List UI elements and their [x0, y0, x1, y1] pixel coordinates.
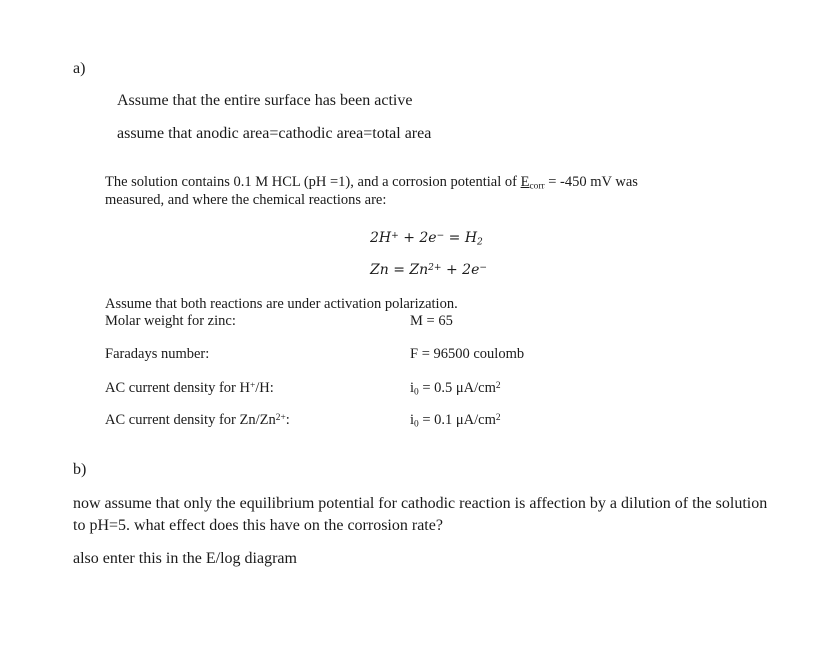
part-b-instruction: also enter this in the E/log diagram [73, 550, 297, 567]
param-value-current-density-h: $i_0 = 0.5$ $\mu A/cm^2$ [410, 380, 501, 398]
param-label-current-density-zn: AC current density for $Zn/Zn^{2+}$: [105, 412, 290, 428]
param-label-current-density-h: AC current density for H+/H: [105, 380, 274, 396]
part-b-label: b) [73, 461, 87, 478]
activation-polarization-note: Assume that both reactions are under activation polarization. [105, 296, 458, 312]
solution-description-line2: measured, and where the chemical reactions are: [105, 192, 387, 208]
param-value-current-density-zn: $i_0 = 0.1$ $\mu A/cm^2$ [410, 412, 501, 430]
part-b-question: now assume that only the equilibrium potential for cathodic reaction is affection by a dilution of the solution to pH=5. what effect does this have on the corrosion rate? [73, 495, 768, 534]
solution-text-part2: = -450 mV was [544, 174, 638, 190]
assumption-area-equal: assume that anodic area=cathodic area=total area [117, 125, 432, 142]
reaction-hydrogen: $2H^+ + 2e^- = H_2$ [370, 230, 483, 248]
param-label-molar-weight: Molar weight for zinc: [105, 313, 236, 329]
param-label-faraday: Faradays number: [105, 346, 210, 362]
ecorr-symbol: $E_{corr}$ [520, 174, 545, 192]
reaction-zinc: $Zn = Zn^{2+} + 2e^-$ [370, 262, 487, 278]
param-value-molar-weight: M = 65 [410, 313, 453, 329]
solution-text-part1: The solution contains 0.1 M HCL (pH =1), and a corrosion potential of [105, 174, 521, 190]
solution-description-line1 [105, 174, 638, 191]
assumption-active-surface: Assume that the entire surface has been active [117, 92, 413, 109]
param-value-faraday: F = 96500 coulomb [410, 346, 525, 362]
part-a-label: a) [73, 60, 86, 77]
